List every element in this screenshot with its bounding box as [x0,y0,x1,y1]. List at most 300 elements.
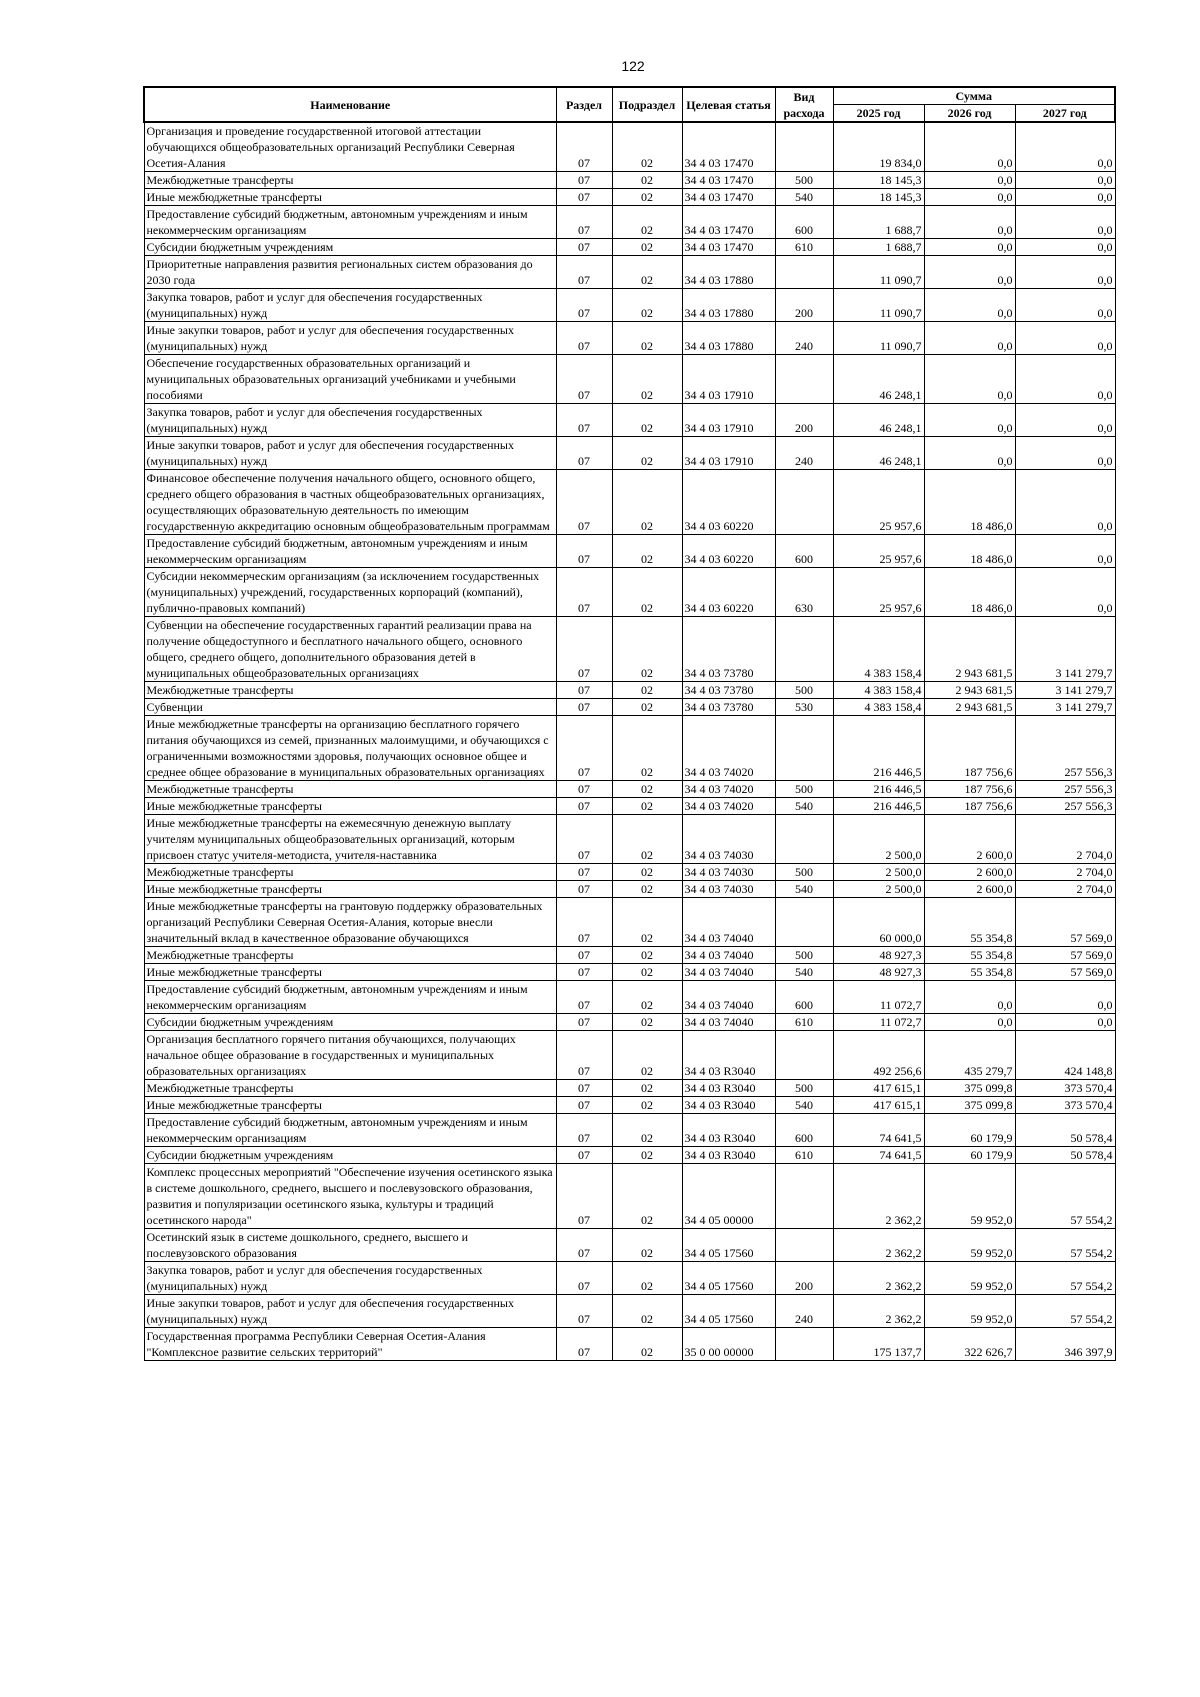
row-sum-2025: 19 834,0 [833,122,924,172]
table-row [144,535,1115,568]
row-expense-type [775,617,833,682]
row-expense-type: 540 [775,881,833,898]
row-name: Субвенции на обеспечение государственных гарантий реализации права на получение общедоступного и бесплатного начального общего, основного общего, среднего общего, дополнительного образования детей в муниципальных общеобразовательных организациях [144,617,556,682]
row-subsection: 02 [612,964,682,981]
row-section: 07 [556,981,612,1014]
row-name: Организация бесплатного горячего питания обучающихся, получающих начальное общее образование в государственных и муниципальных образовательных организациях [144,1031,556,1080]
row-subsection: 02 [612,535,682,568]
row-sum-2027: 57 569,0 [1015,947,1115,964]
row-name: Субсидии бюджетным учреждениям [144,1014,556,1031]
row-target: 34 4 03 74030 [682,864,775,881]
row-expense-type [775,1031,833,1080]
table-row [144,1147,1115,1164]
row-target: 34 4 03 17910 [682,404,775,437]
row-target: 34 4 03 17880 [682,322,775,355]
row-expense-type: 600 [775,1114,833,1147]
row-name: Межбюджетные трансферты [144,682,556,699]
row-name: Финансовое обеспечение получения начального общего, основного общего, среднего общего образования в частных общеобразовательных организациях, осуществляющих образовательную деятельность по имеющим государственную аккредитацию основным общеобразовательным программам [144,470,556,535]
row-target: 34 4 05 00000 [682,1164,775,1229]
budget-table [143,86,1116,1361]
row-target: 34 4 03 73780 [682,617,775,682]
row-name: Иные закупки товаров, работ и услуг для обеспечения государственных (муниципальных) нужд [144,1295,556,1328]
row-expense-type: 200 [775,1262,833,1295]
row-sum-2026: 0,0 [924,981,1015,1014]
row-sum-2027: 346 397,9 [1015,1328,1115,1361]
header-year-2025: 2025 год [833,105,924,123]
row-expense-type: 500 [775,682,833,699]
row-section: 07 [556,437,612,470]
row-sum-2025: 216 446,5 [833,781,924,798]
table-row [144,404,1115,437]
row-expense-type [775,122,833,172]
row-expense-type [775,355,833,404]
row-sum-2026: 2 600,0 [924,864,1015,881]
row-name: Осетинский язык в системе дошкольного, среднего, высшего и послевузовского образования [144,1229,556,1262]
row-sum-2026: 0,0 [924,437,1015,470]
row-target: 34 4 05 17560 [682,1262,775,1295]
table-row [144,206,1115,239]
row-subsection: 02 [612,189,682,206]
table-row [144,122,1115,172]
row-expense-type: 240 [775,1295,833,1328]
row-section: 07 [556,355,612,404]
row-section: 07 [556,239,612,256]
row-name: Иные межбюджетные трансферты [144,881,556,898]
table-row [144,864,1115,881]
table-row [144,322,1115,355]
row-expense-type: 600 [775,535,833,568]
row-subsection: 02 [612,289,682,322]
row-expense-type [775,1164,833,1229]
row-expense-type: 500 [775,172,833,189]
row-name: Межбюджетные трансферты [144,1080,556,1097]
table-row [144,1295,1115,1328]
row-sum-2025: 175 137,7 [833,1328,924,1361]
table-row [144,781,1115,798]
row-sum-2025: 46 248,1 [833,404,924,437]
row-section: 07 [556,535,612,568]
row-sum-2027: 0,0 [1015,470,1115,535]
row-target: 34 4 03 74040 [682,1014,775,1031]
row-subsection: 02 [612,239,682,256]
row-name: Субвенции [144,699,556,716]
table-row [144,1014,1115,1031]
row-sum-2025: 2 500,0 [833,864,924,881]
row-subsection: 02 [612,470,682,535]
row-subsection: 02 [612,172,682,189]
row-sum-2027: 50 578,4 [1015,1114,1115,1147]
row-sum-2026: 0,0 [924,322,1015,355]
table-row [144,1097,1115,1114]
header-expense-type: Вид расхода [775,87,833,122]
row-sum-2025: 417 615,1 [833,1097,924,1114]
row-name: Межбюджетные трансферты [144,172,556,189]
row-section: 07 [556,1080,612,1097]
row-sum-2026: 55 354,8 [924,947,1015,964]
table-body [144,122,1115,1361]
row-sum-2025: 1 688,7 [833,206,924,239]
row-target: 34 4 03 74020 [682,798,775,815]
row-expense-type: 200 [775,289,833,322]
table-row [144,947,1115,964]
row-name: Иные межбюджетные трансферты [144,798,556,815]
header-name: Наименование [144,87,556,122]
row-sum-2026: 59 952,0 [924,1229,1015,1262]
row-target: 34 4 03 17880 [682,289,775,322]
row-expense-type [775,256,833,289]
row-target: 34 4 03 17470 [682,122,775,172]
header-year-2027: 2027 год [1015,105,1115,123]
row-sum-2025: 417 615,1 [833,1080,924,1097]
row-sum-2025: 48 927,3 [833,947,924,964]
row-sum-2026: 375 099,8 [924,1097,1015,1114]
row-sum-2025: 2 362,2 [833,1229,924,1262]
row-sum-2025: 4 383 158,4 [833,682,924,699]
header-section: Раздел [556,87,612,122]
row-subsection: 02 [612,404,682,437]
row-sum-2027: 2 704,0 [1015,864,1115,881]
row-target: 34 4 03 17470 [682,189,775,206]
row-sum-2027: 57 554,2 [1015,1229,1115,1262]
row-section: 07 [556,289,612,322]
row-expense-type [775,898,833,947]
row-sum-2025: 2 362,2 [833,1295,924,1328]
row-sum-2027: 0,0 [1015,535,1115,568]
row-sum-2026: 0,0 [924,189,1015,206]
row-name: Организация и проведение государственной итоговой аттестации обучающихся общеобразовательных организаций Республики Северная Осетия-Алания [144,122,556,172]
row-section: 07 [556,964,612,981]
row-sum-2027: 0,0 [1015,437,1115,470]
row-name: Иные закупки товаров, работ и услуг для обеспечения государственных (муниципальных) нужд [144,322,556,355]
row-expense-type: 500 [775,864,833,881]
row-subsection: 02 [612,1328,682,1361]
row-sum-2026: 59 952,0 [924,1164,1015,1229]
row-target: 34 4 03 17910 [682,437,775,470]
row-sum-2025: 216 446,5 [833,716,924,781]
row-sum-2027: 2 704,0 [1015,881,1115,898]
row-sum-2025: 74 641,5 [833,1114,924,1147]
row-sum-2027: 3 141 279,7 [1015,699,1115,716]
row-section: 07 [556,206,612,239]
row-sum-2027: 0,0 [1015,256,1115,289]
row-section: 07 [556,947,612,964]
table-row [144,189,1115,206]
table-row [144,568,1115,617]
row-sum-2025: 25 957,6 [833,470,924,535]
row-expense-type: 500 [775,1080,833,1097]
row-sum-2027: 0,0 [1015,981,1115,1014]
row-name: Обеспечение государственных образовательных организаций и муниципальных образовательных организаций учебниками и учебными пособиями [144,355,556,404]
row-subsection: 02 [612,716,682,781]
row-sum-2027: 257 556,3 [1015,781,1115,798]
row-sum-2026: 18 486,0 [924,535,1015,568]
table-row [144,716,1115,781]
row-sum-2025: 46 248,1 [833,437,924,470]
row-name: Иные межбюджетные трансферты на грантовую поддержку образовательных организаций Республики Северная Осетия-Алания, которые внесли значительный вклад в качественное образование обучающихся [144,898,556,947]
row-sum-2025: 4 383 158,4 [833,617,924,682]
row-subsection: 02 [612,781,682,798]
row-subsection: 02 [612,1014,682,1031]
row-expense-type [775,470,833,535]
row-section: 07 [556,122,612,172]
row-name: Комплекс процессных мероприятий "Обеспечение изучения осетинского языка в системе дошкольного, среднего, высшего и послевузовского образования, развития и популяризации осетинского языка, культуры и традиций осетинского народа" [144,1164,556,1229]
row-target: 34 4 03 73780 [682,699,775,716]
row-subsection: 02 [612,206,682,239]
row-subsection: 02 [612,1080,682,1097]
row-section: 07 [556,568,612,617]
row-sum-2027: 0,0 [1015,172,1115,189]
table-row [144,1229,1115,1262]
row-target: 34 4 03 17470 [682,172,775,189]
row-subsection: 02 [612,122,682,172]
row-section: 07 [556,1164,612,1229]
row-sum-2025: 60 000,0 [833,898,924,947]
row-sum-2027: 0,0 [1015,189,1115,206]
table-row [144,964,1115,981]
row-sum-2026: 0,0 [924,289,1015,322]
row-section: 07 [556,1014,612,1031]
row-sum-2027: 424 148,8 [1015,1031,1115,1080]
row-subsection: 02 [612,981,682,1014]
row-subsection: 02 [612,1031,682,1080]
row-expense-type [775,716,833,781]
row-expense-type: 610 [775,1014,833,1031]
row-sum-2027: 0,0 [1015,122,1115,172]
row-section: 07 [556,682,612,699]
table-row [144,172,1115,189]
row-sum-2027: 3 141 279,7 [1015,617,1115,682]
row-sum-2026: 187 756,6 [924,781,1015,798]
row-name: Предоставление субсидий бюджетным, автономным учреждениям и иным некоммерческим организациям [144,1114,556,1147]
row-section: 07 [556,1229,612,1262]
row-target: 34 4 03 R3040 [682,1031,775,1080]
row-target: 34 4 03 60220 [682,535,775,568]
row-target: 34 4 03 73780 [682,682,775,699]
row-name: Субсидии бюджетным учреждениям [144,1147,556,1164]
row-name: Предоставление субсидий бюджетным, автономным учреждениям и иным некоммерческим организациям [144,981,556,1014]
row-sum-2027: 0,0 [1015,1014,1115,1031]
row-subsection: 02 [612,682,682,699]
row-sum-2026: 375 099,8 [924,1080,1015,1097]
row-sum-2026: 322 626,7 [924,1328,1015,1361]
row-section: 07 [556,256,612,289]
header-sum: Сумма [833,87,1115,105]
row-name: Иные межбюджетные трансферты на ежемесячную денежную выплату учителям муниципальных общеобразовательных организаций, которым присвоен статус учителя-методиста, учителя-наставника [144,815,556,864]
row-target: 34 4 03 74040 [682,947,775,964]
row-target: 34 4 03 60220 [682,470,775,535]
row-subsection: 02 [612,1164,682,1229]
table-row [144,898,1115,947]
row-expense-type: 540 [775,1097,833,1114]
row-subsection: 02 [612,617,682,682]
row-subsection: 02 [612,864,682,881]
row-expense-type: 630 [775,568,833,617]
row-subsection: 02 [612,947,682,964]
row-sum-2027: 0,0 [1015,322,1115,355]
row-expense-type [775,1328,833,1361]
row-expense-type: 600 [775,981,833,1014]
row-sum-2026: 0,0 [924,122,1015,172]
table-row [144,815,1115,864]
row-sum-2027: 257 556,3 [1015,716,1115,781]
row-section: 07 [556,404,612,437]
row-sum-2026: 187 756,6 [924,716,1015,781]
row-subsection: 02 [612,699,682,716]
row-sum-2027: 0,0 [1015,404,1115,437]
row-sum-2027: 3 141 279,7 [1015,682,1115,699]
row-target: 34 4 03 17470 [682,206,775,239]
row-sum-2026: 0,0 [924,1014,1015,1031]
row-sum-2025: 25 957,6 [833,535,924,568]
row-sum-2026: 59 952,0 [924,1262,1015,1295]
row-name: Предоставление субсидий бюджетным, автономным учреждениям и иным некоммерческим организациям [144,206,556,239]
row-target: 35 0 00 00000 [682,1328,775,1361]
table-row [144,881,1115,898]
row-subsection: 02 [612,1114,682,1147]
row-subsection: 02 [612,1295,682,1328]
row-name: Субсидии бюджетным учреждениям [144,239,556,256]
row-sum-2026: 0,0 [924,239,1015,256]
row-section: 07 [556,189,612,206]
row-sum-2026: 0,0 [924,206,1015,239]
row-name: Межбюджетные трансферты [144,947,556,964]
row-name: Иные межбюджетные трансферты на организацию бесплатного горячего питания обучающихся из семей, признанных малоимущими, и обучающихся с ограниченными возможностями здоровья, получающих основное общее и среднее общее образование в муниципальных образовательных организациях [144,716,556,781]
table-row [144,437,1115,470]
row-subsection: 02 [612,355,682,404]
row-sum-2025: 11 090,7 [833,322,924,355]
row-sum-2026: 187 756,6 [924,798,1015,815]
header-target: Целевая статья [682,87,775,122]
row-section: 07 [556,864,612,881]
row-name: Приоритетные направления развития региональных систем образования до 2030 года [144,256,556,289]
row-sum-2027: 57 554,2 [1015,1164,1115,1229]
row-target: 34 4 03 74040 [682,981,775,1014]
row-expense-type: 500 [775,781,833,798]
row-expense-type: 540 [775,964,833,981]
row-sum-2026: 2 943 681,5 [924,617,1015,682]
table-row [144,1164,1115,1229]
row-sum-2026: 0,0 [924,404,1015,437]
row-name: Предоставление субсидий бюджетным, автономным учреждениям и иным некоммерческим организациям [144,535,556,568]
table-row [144,256,1115,289]
row-section: 07 [556,1147,612,1164]
row-target: 34 4 03 17470 [682,239,775,256]
row-section: 07 [556,781,612,798]
header-subsection: Подраздел [612,87,682,122]
row-sum-2025: 11 072,7 [833,1014,924,1031]
row-sum-2025: 216 446,5 [833,798,924,815]
row-sum-2027: 0,0 [1015,206,1115,239]
table-row [144,682,1115,699]
header-year-2026: 2026 год [924,105,1015,123]
row-sum-2025: 11 072,7 [833,981,924,1014]
row-section: 07 [556,881,612,898]
row-sum-2025: 11 090,7 [833,256,924,289]
row-expense-type: 610 [775,239,833,256]
row-subsection: 02 [612,815,682,864]
row-subsection: 02 [612,322,682,355]
row-sum-2027: 2 704,0 [1015,815,1115,864]
row-target: 34 4 03 74040 [682,964,775,981]
row-sum-2027: 57 569,0 [1015,898,1115,947]
row-sum-2026: 59 952,0 [924,1295,1015,1328]
row-expense-type: 540 [775,798,833,815]
table-row [144,1031,1115,1080]
row-sum-2027: 0,0 [1015,239,1115,256]
table-row [144,617,1115,682]
row-target: 34 4 03 R3040 [682,1114,775,1147]
row-sum-2026: 55 354,8 [924,898,1015,947]
row-section: 07 [556,1031,612,1080]
row-target: 34 4 03 74030 [682,815,775,864]
row-section: 07 [556,1114,612,1147]
row-subsection: 02 [612,1229,682,1262]
row-target: 34 4 03 R3040 [682,1147,775,1164]
row-expense-type: 610 [775,1147,833,1164]
row-target: 34 4 03 74030 [682,881,775,898]
row-sum-2025: 74 641,5 [833,1147,924,1164]
row-sum-2027: 257 556,3 [1015,798,1115,815]
row-section: 07 [556,1295,612,1328]
row-sum-2025: 1 688,7 [833,239,924,256]
row-name: Иные межбюджетные трансферты [144,189,556,206]
row-sum-2026: 2 600,0 [924,815,1015,864]
row-section: 07 [556,699,612,716]
row-name: Иные межбюджетные трансферты [144,1097,556,1114]
row-sum-2025: 18 145,3 [833,189,924,206]
row-sum-2026: 0,0 [924,172,1015,189]
row-sum-2027: 373 570,4 [1015,1080,1115,1097]
row-expense-type [775,815,833,864]
row-subsection: 02 [612,1147,682,1164]
row-sum-2026: 18 486,0 [924,568,1015,617]
row-name: Закупка товаров, работ и услуг для обеспечения государственных (муниципальных) нужд [144,1262,556,1295]
row-target: 34 4 03 74020 [682,781,775,798]
page-number: 122 [621,58,645,74]
row-section: 07 [556,798,612,815]
row-sum-2025: 4 383 158,4 [833,699,924,716]
row-expense-type: 240 [775,322,833,355]
row-sum-2026: 2 943 681,5 [924,699,1015,716]
table-row [144,239,1115,256]
row-section: 07 [556,322,612,355]
table-row [144,355,1115,404]
row-subsection: 02 [612,881,682,898]
row-section: 07 [556,1097,612,1114]
table-header [144,87,1115,122]
table-row [144,1328,1115,1361]
row-target: 34 4 05 17560 [682,1229,775,1262]
row-sum-2027: 57 569,0 [1015,964,1115,981]
row-sum-2027: 0,0 [1015,568,1115,617]
table-row [144,1080,1115,1097]
row-sum-2027: 0,0 [1015,355,1115,404]
row-name: Межбюджетные трансферты [144,781,556,798]
row-section: 07 [556,815,612,864]
row-expense-type: 500 [775,947,833,964]
row-sum-2026: 435 279,7 [924,1031,1015,1080]
row-expense-type: 600 [775,206,833,239]
row-sum-2026: 2 600,0 [924,881,1015,898]
row-sum-2027: 0,0 [1015,289,1115,322]
row-target: 34 4 05 17560 [682,1295,775,1328]
row-expense-type: 240 [775,437,833,470]
table-row [144,470,1115,535]
row-expense-type: 200 [775,404,833,437]
row-sum-2027: 57 554,2 [1015,1295,1115,1328]
row-name: Закупка товаров, работ и услуг для обеспечения государственных (муниципальных) нужд [144,404,556,437]
table-row [144,1114,1115,1147]
